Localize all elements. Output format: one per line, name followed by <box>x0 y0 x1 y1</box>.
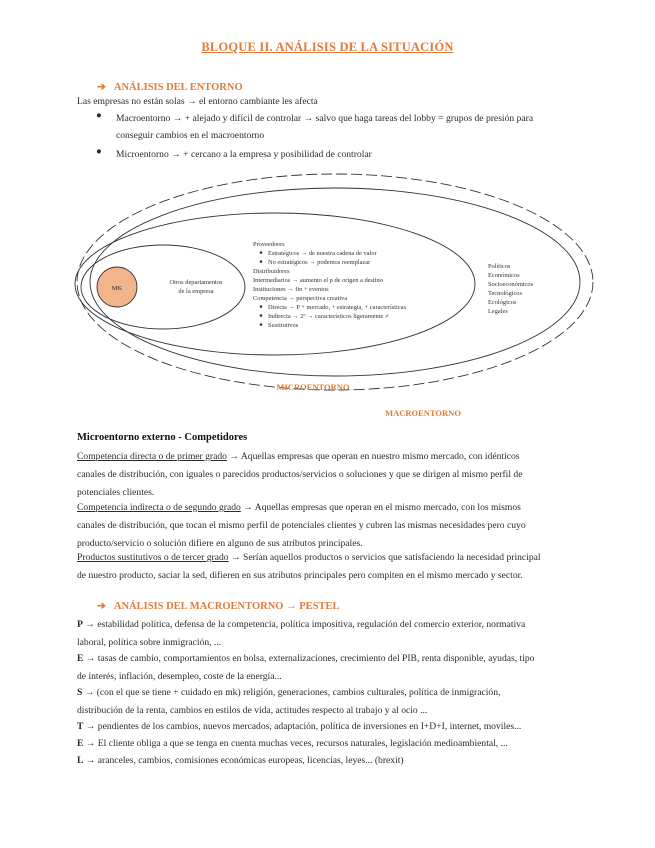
competitor-text: de nuestro producto, saciar la sed, difieren en sus atributos principales pero compiten en el mismo mercado y sector. <box>77 570 523 581</box>
micro-line: Estratégicos → de nuestra cadena de valor <box>268 250 377 257</box>
pestel-letter: P <box>77 619 83 630</box>
pestel-item <box>77 752 587 770</box>
competitor-text: potenciales clientes. <box>77 487 155 498</box>
competitor-text: → Serían aquellos productos o servicios que satisfaciendo la necesidad principal <box>228 552 541 563</box>
bullet-icon <box>260 260 263 263</box>
micro-line: Intermediarios → aumento el p de origen a destino <box>253 277 383 284</box>
micro-line: No estratégicos → podemos reemplazar <box>268 259 371 266</box>
competitor-item <box>77 549 587 585</box>
micro-line: Directa → P + mercado, + estrategia, + características <box>268 304 406 311</box>
micro-line: Competencia → perspectiva creativa <box>253 295 348 302</box>
competitor-text: → Aquellas empresas que operan en el mismo mercado, con los mismos <box>240 502 521 513</box>
pestel-letter: E <box>77 653 84 664</box>
macro-line: Políticos <box>488 263 511 270</box>
pestel-text: → aranceles, cambios, comisiones económicas europeas, licencias, leyes... (brexit) <box>83 755 404 766</box>
bullet-icon: ● <box>96 146 102 157</box>
section-heading-label: ANÁLISIS DEL MACROENTORNO → PESTEL <box>113 601 340 612</box>
pestel-text: → tasas de cambio, comportamientos en bolsa, externalizaciones, crecimiento del PIB, renta disponible, ayudas, tipo <box>83 653 535 664</box>
competitor-term: Competencia directa o de primer grado <box>77 451 227 462</box>
arrow-icon: ➔ <box>97 601 106 612</box>
competitor-text: canales de distribución, con iguales o parecidos productos/servicios o soluciones y que se dirigen al mismo perfil de <box>77 469 523 480</box>
bullet-icon <box>260 323 263 326</box>
pestel-text: → pendientes de los cambios, nuevos mercados, adaptación, política de inversiones en I+D+I, internet, moviles... <box>83 721 522 732</box>
section-heading-pestel <box>97 600 339 612</box>
otros-departamentos-line1: Otros departamentos <box>169 279 223 286</box>
macro-line: Tecnológicos <box>488 290 522 297</box>
otros-departamentos-line2: de la empresa <box>178 288 214 295</box>
bullet-macroentorno <box>116 110 586 144</box>
competitor-text: producto/servicio o solución difiere en alguno de sus atributos principales. <box>77 538 363 549</box>
bullet-icon: ● <box>96 110 102 121</box>
pestel-letter: L <box>77 755 84 766</box>
microentorno-label: MICROENTORNO <box>276 382 350 392</box>
micro-line: Proveedores <box>253 241 285 248</box>
competitor-item <box>77 499 587 553</box>
bullet-line: Microentorno → + cercano a la empresa y posibilidad de controlar <box>116 149 372 160</box>
bullet-line: Macroentorno → + alejado y difícil de controlar → salvo que haga tareas del lobby = grupos de presión para <box>116 113 534 124</box>
bullet-icon <box>260 314 263 317</box>
bullet-icon <box>260 305 263 308</box>
arrow-icon: ➔ <box>97 82 106 93</box>
entorno-diagram <box>0 165 655 423</box>
competitor-item <box>77 448 587 502</box>
macro-line: Económicos <box>488 272 520 279</box>
pestel-letter: T <box>77 721 84 732</box>
competitor-text: → Aquellas empresas que operan en nuestro mismo mercado, con idénticos <box>226 451 520 462</box>
macro-line: Socioeconómicos <box>488 281 534 288</box>
bullet-microentorno <box>116 146 586 163</box>
micro-line: Indirecta → 2º → característicos ligeramente ≠ <box>268 313 389 320</box>
pestel-text: de interés, inflación, desempleo, coste de la energía... <box>77 671 282 682</box>
competitor-text: canales de distribución, que tocan el mismo perfil de potenciales clientes y cubren las mismas necesidades pero cuyo <box>77 520 526 531</box>
macro-line: Legales <box>488 308 508 315</box>
pestel-text: laboral, política sobre inmigración, ... <box>77 637 222 648</box>
section-heading-entorno <box>97 81 243 93</box>
pestel-item <box>77 684 587 720</box>
bullet-icon <box>260 251 263 254</box>
micro-line: Instituciones → fin + eventos <box>253 286 329 293</box>
pestel-item <box>77 616 587 652</box>
competitors-heading: Microentorno externo - Competidores <box>77 432 248 443</box>
pestel-text: → estabilidad política, defensa de la competencia, política impositiva, regulación del comercio exterior, normativa <box>82 619 526 630</box>
competitor-term: Competencia indirecta o de segundo grado <box>77 502 241 513</box>
page-title: BLOQUE II. ANÁLISIS DE LA SITUACIÓN <box>201 40 454 54</box>
pestel-text: distribución de la renta, cambios en estilos de vida, actitudes respecto al trabajo y al ocio ... <box>77 705 428 716</box>
pestel-item <box>77 650 587 686</box>
micro-line: Sustitutivos <box>268 322 299 329</box>
competitor-term: Productos sustitutivos o de tercer grado <box>77 552 229 563</box>
pestel-letter: E <box>77 738 84 749</box>
macroentorno-label: MACROENTORNO <box>385 408 461 418</box>
mk-label: MK <box>111 285 123 292</box>
macro-line: Ecológicos <box>488 299 517 306</box>
pestel-item <box>77 718 587 736</box>
bullet-line: conseguir cambios en el macroentorno <box>116 130 265 141</box>
pestel-letter: S <box>77 687 83 698</box>
pestel-item <box>77 735 587 753</box>
pestel-text: → (con el que se tiene + cuidado en mk) religión, generaciones, cambios culturales, política de inmigración, <box>82 687 501 698</box>
section-heading-label: ANÁLISIS DEL ENTORNO <box>113 82 243 93</box>
pestel-text: → El cliente obliga a que se tenga en cuenta muchas veces, recursos naturales, legislación medioambiental, ... <box>83 738 508 749</box>
intro-text: Las empresas no están solas → el entorno cambiante les afecta <box>77 96 318 107</box>
micro-line: Distribuidores <box>253 268 290 275</box>
